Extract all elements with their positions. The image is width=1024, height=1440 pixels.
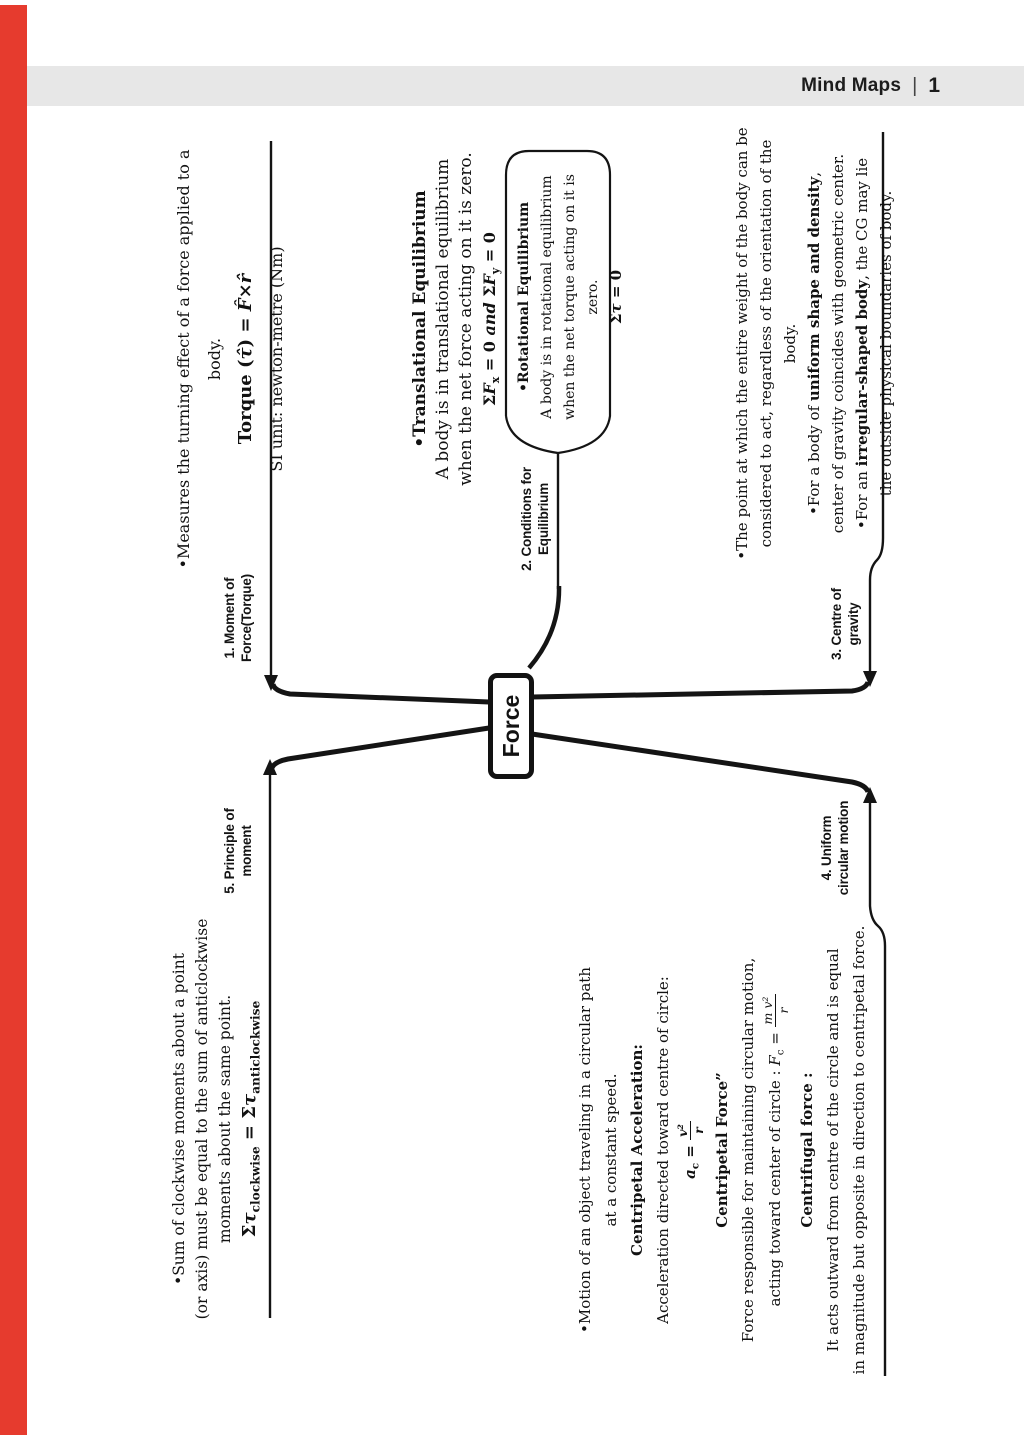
mindmap-canvas — [158, 124, 895, 1384]
principle-of-moment-formula: $\Sigma\tau_{clockwise} = \Sigma\tau_{anticlockwise}$ — [239, 1000, 263, 1238]
mindmap-rotated-region — [158, 124, 895, 1384]
torque-formula: Torque (τ̂) = F̂×r̂ — [235, 273, 256, 445]
moment-of-force-text — [168, 129, 292, 589]
branch-label-gravity: 3. Centre of gravity — [829, 588, 861, 660]
header-separator: | — [912, 74, 918, 97]
branch-label-principle: 5. Principle of moment — [222, 808, 254, 894]
page-number: 1 — [928, 74, 940, 97]
centripetal-acceleration-formula: $a_c$ = v² r — [676, 924, 709, 1376]
uniform-circular-motion-text: •Motion of an object traveling in a circular path at a constant speed. Centripetal Acceleration: Acceleration directed toward centre of circle: $a_c$ = v² r Centripetal Force” Force responsible for maintaining circular motion, acting toward center of circle : $F_c$ = m v² r Centrifugal force : It acts outward from centre of the circle and is equal in magnitude but opposite in direction to centripetal force. — [576, 925, 869, 1375]
torque-si-unit: SI unit: newton-metre (Nm) — [267, 246, 286, 472]
translational-formula: $\Sigma F_x = 0$ and $\Sigma F_y = 0$ — [480, 232, 502, 406]
principle-of-moment-text: •Sum of clockwise moments about a point (or axis) must be equal to the sum of anticlockwise moments about the same point. $\Sigma\tau_{clockwise} = \Sigma\tau_{anticlockwise}$ — [168, 909, 268, 1329]
translational-equilibrium-text: •Translational Equilibrium A body is in translational equilibrium when the net force acting on it is zero. $\Sigma F_x = 0$ and $\Sigma F_y = 0$ — [409, 99, 507, 539]
moment-definition: •Measures the turning effect of a force applied to a body. — [174, 149, 224, 569]
centre-of-gravity-text: •The point at which the entire weight of the body can be considered to act, regardless of the orientation of the body. •For a body of uniform shape and density, center of gravity coincides with geometric center. •For an irregular-shaped body, the CG may lie the outside physical boundaries of body. — [733, 127, 895, 560]
header-title: Mind Maps — [801, 75, 902, 96]
branch-label-conditions: 2. Conditions for Equilibrium — [519, 467, 551, 571]
rotational-formula: Στ = 0 — [607, 269, 625, 325]
central-node-label: Force — [497, 694, 524, 758]
branch-label-circular: 4. Uniform circular motion — [819, 800, 851, 896]
page-header — [27, 66, 1024, 106]
branch-label-moment: 1. Moment of Force(Torque) — [222, 574, 254, 662]
centripetal-force-formula: acting toward center of circle : $F_c$ = m v² r — [761, 924, 795, 1376]
rotational-equilibrium-text: •Rotational Equilibrium A body is in rotational equilibrium when the net torque acting on it is zero. Στ = 0 — [513, 157, 628, 437]
translational-title: •Translational Equilibrium — [410, 190, 430, 448]
rotational-title: •Rotational Equilibrium — [516, 201, 532, 393]
central-node-force — [488, 673, 534, 779]
page-edge-red-stripe — [0, 5, 27, 1435]
